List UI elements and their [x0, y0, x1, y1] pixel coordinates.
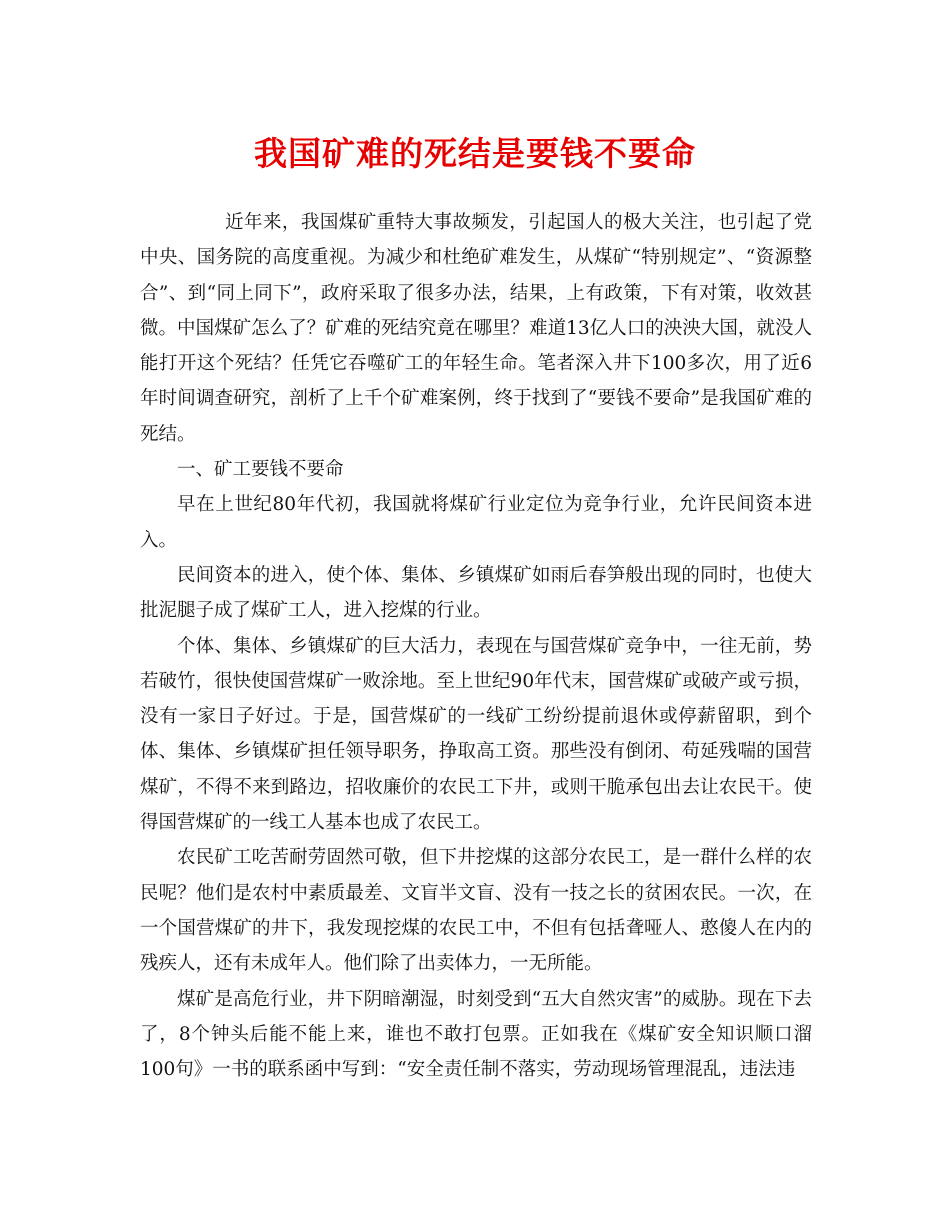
document-body: [140, 205, 812, 1087]
paragraph: 煤矿是高危行业，井下阴暗潮湿，时刻受到“五大自然灾害”的威胁。现在下去了，8个钟头后能不能上来，谁也不敢打包票。正如我在《煤矿安全知识顺口溜100句》一书的联系函中写到：“安全责任制不落实，劳动现场管理混乱，违法违: [140, 988, 812, 1081]
paragraph: 农民矿工吃苦耐劳固然可敬，但下井挖煤的这部分农民工，是一群什么样的农民呢？他们是农村中素质最差、文盲半文盲、没有一技之长的贫困农民。一次，在一个国营煤矿的井下，我发现挖煤的农民工中，不但有包括聋哑人、憨傻人在内的残疾人，还有未成年人。他们除了出卖体力，一无所能。: [140, 847, 812, 975]
paragraph: 民间资本的进入，使个体、集体、乡镇煤矿如雨后春笋般出现的同时，也使大批泥腿子成了煤矿工人，进入挖煤的行业。: [140, 564, 812, 622]
paragraph: 早在上世纪80年代初，我国就将煤矿行业定位为竞争行业，允许民间资本进入。: [140, 494, 812, 551]
document-title: 我国矿难的死结是要钱不要命: [254, 134, 696, 173]
paragraph-intro: 近年来，我国煤矿重特大事故频发，引起国人的极大关注，也引起了党中央、国务院的高度重视。为减少和杜绝矿难发生，从煤矿“特别规定”、“资源整合”、到“同上同下”，政府采取了很多办法，结果，上有政策，下有对策，收效甚微。中国煤矿怎么了？矿难的死结究竟在哪里？难道13亿人口的泱泱大国，就没人能打开这个死结？任凭它吞噬矿工的年轻生命。笔者深入井下100多次，用了近6年时间调查研究，剖析了上千个矿难案例，终于找到了“要钱不要命”是我国矿难的死结。: [140, 212, 812, 445]
section-heading-1: 一、矿工要钱不要命: [177, 459, 344, 481]
paragraph: 个体、集体、乡镇煤矿的巨大活力，表现在与国营煤矿竞争中，一往无前，势若破竹，很快使国营煤矿一败涂地。至上世纪90年代末，国营煤矿或破产或亏损，没有一家日子好过。于是，国营煤矿的一线矿工纷纷提前退休或停薪留职，到个体、集体、乡镇煤矿担任领导职务，挣取高工资。那些没有倒闭、苟延残喘的国营煤矿，不得不来到路边，招收廉价的农民工下井，或则干脆承包出去让农民干。使得国营煤矿的一线工人基本也成了农民工。: [140, 635, 812, 834]
